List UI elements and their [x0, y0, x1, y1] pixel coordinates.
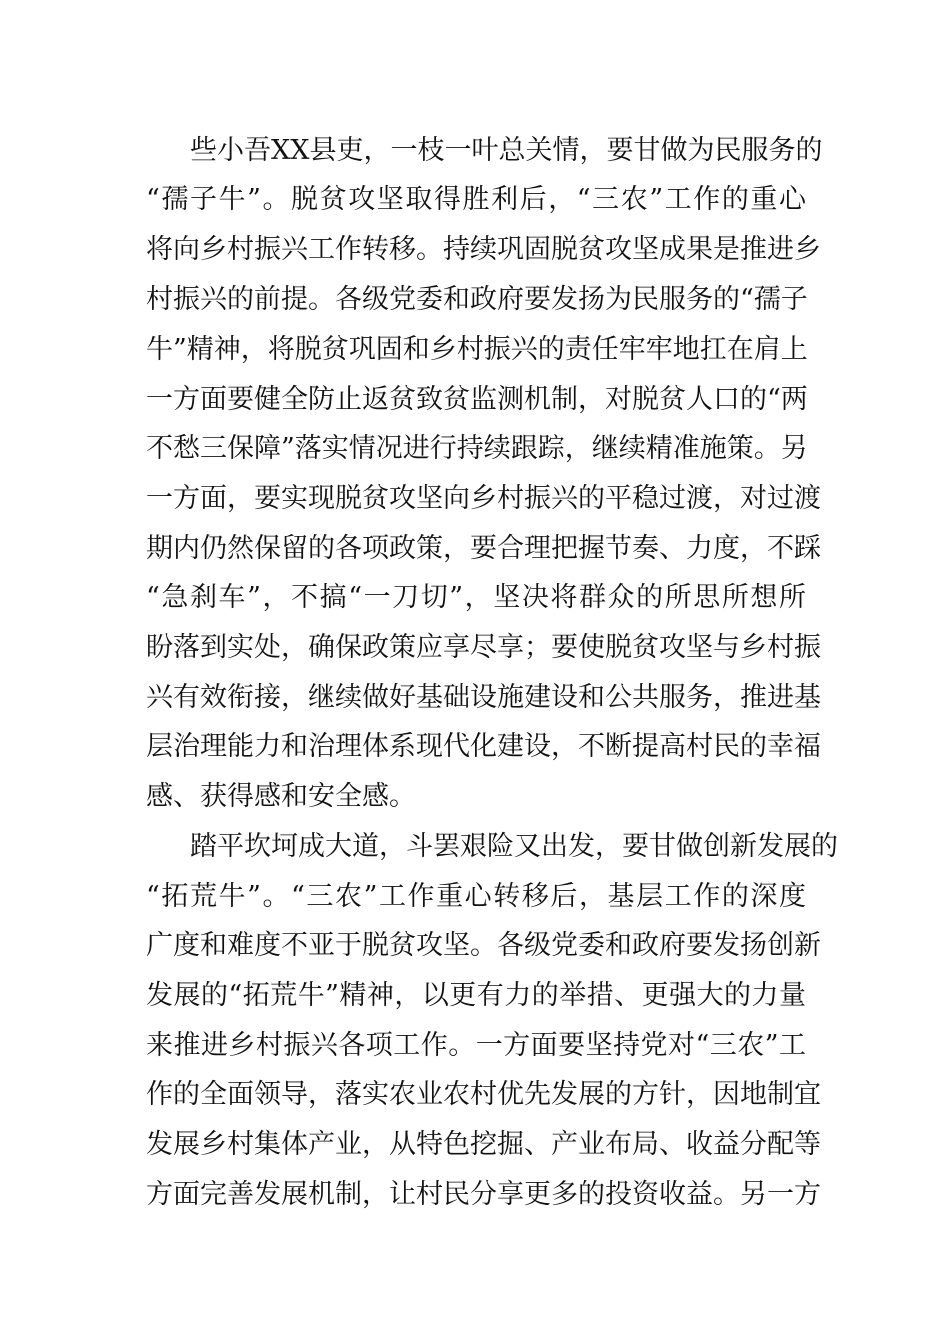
- paragraph-2-line-7: 发展乡村集体产业，从特色挖掘、产业布局、收益分配等: [146, 1129, 821, 1160]
- paragraph-2-line-8: 方面完善发展机制，让村民分享更多的投资收益。另一方: [146, 1179, 821, 1210]
- paragraph-1-line-14: 感、获得感和安全感。: [146, 781, 416, 812]
- paragraph-1-line-5: 牛”精神，将脱贫巩固和乡村振兴的责任牢牢地扛在肩上: [146, 334, 808, 365]
- paragraph-1-line-7: 不愁三保障”落实情况进行持续跟踪，继续精准施策。另: [146, 433, 808, 464]
- paragraph-1-line-4: 村振兴的前提。各级党委和政府要发扬为民服务的“孺子: [146, 284, 808, 315]
- paragraph-2-line-2: “拓荒牛”。“三农”工作重心转移后，基层工作的深度: [146, 881, 806, 912]
- paragraph-1-line-13: 层治理能力和治理体系现代化建设，不断提高村民的幸福: [146, 731, 821, 762]
- paragraph-1-line-8: 一方面，要实现脱贫攻坚向乡村振兴的平稳过渡，对过渡: [146, 483, 821, 514]
- paragraph-2-line-6: 作的全面领导，落实农业农村优先发展的方针，因地制宜: [146, 1079, 821, 1110]
- paragraph-2-line-3: 广度和难度不亚于脱贫攻坚。各级党委和政府要发扬创新: [146, 930, 821, 961]
- paragraph-1-line-10: “急刹车”，不搞“一刀切”，坚决将群众的所思所想所: [146, 582, 806, 613]
- paragraph-1-line-2: “孺子牛”。脱贫攻坚取得胜利后，“三农”工作的重心: [146, 184, 806, 215]
- paragraph-2-line-4: 发展的“拓荒牛”精神，以更有力的举措、更强大的力量: [146, 980, 806, 1011]
- paragraph-1-line-3: 将向乡村振兴工作转移。持续巩固脱贫攻坚成果是推进乡: [146, 234, 821, 265]
- paragraph-2-line-5: 来推进乡村振兴各项工作。一方面要坚持党对“三农”工: [146, 1030, 806, 1061]
- paragraph-1-line-9: 期内仍然保留的各项政策，要合理把握节奏、力度，不踩: [146, 533, 821, 564]
- paragraph-1-line-12: 兴有效衔接，继续做好基础设施建设和公共服务，推进基: [146, 682, 821, 713]
- paragraph-1-line-1: 些小吾XX县吏，一枝一叶总关情，要甘做为民服务的: [190, 135, 823, 166]
- paragraph-1-line-11: 盼落到实处，确保政策应享尽享；要使脱贫攻坚与乡村振: [146, 632, 821, 663]
- paragraph-1-line-6: 一方面要健全防止返贫致贫监测机制，对脱贫人口的“两: [146, 384, 808, 415]
- paragraph-2-line-1: 踏平坎坷成大道，斗罢艰险又出发，要甘做创新发展的: [190, 831, 838, 862]
